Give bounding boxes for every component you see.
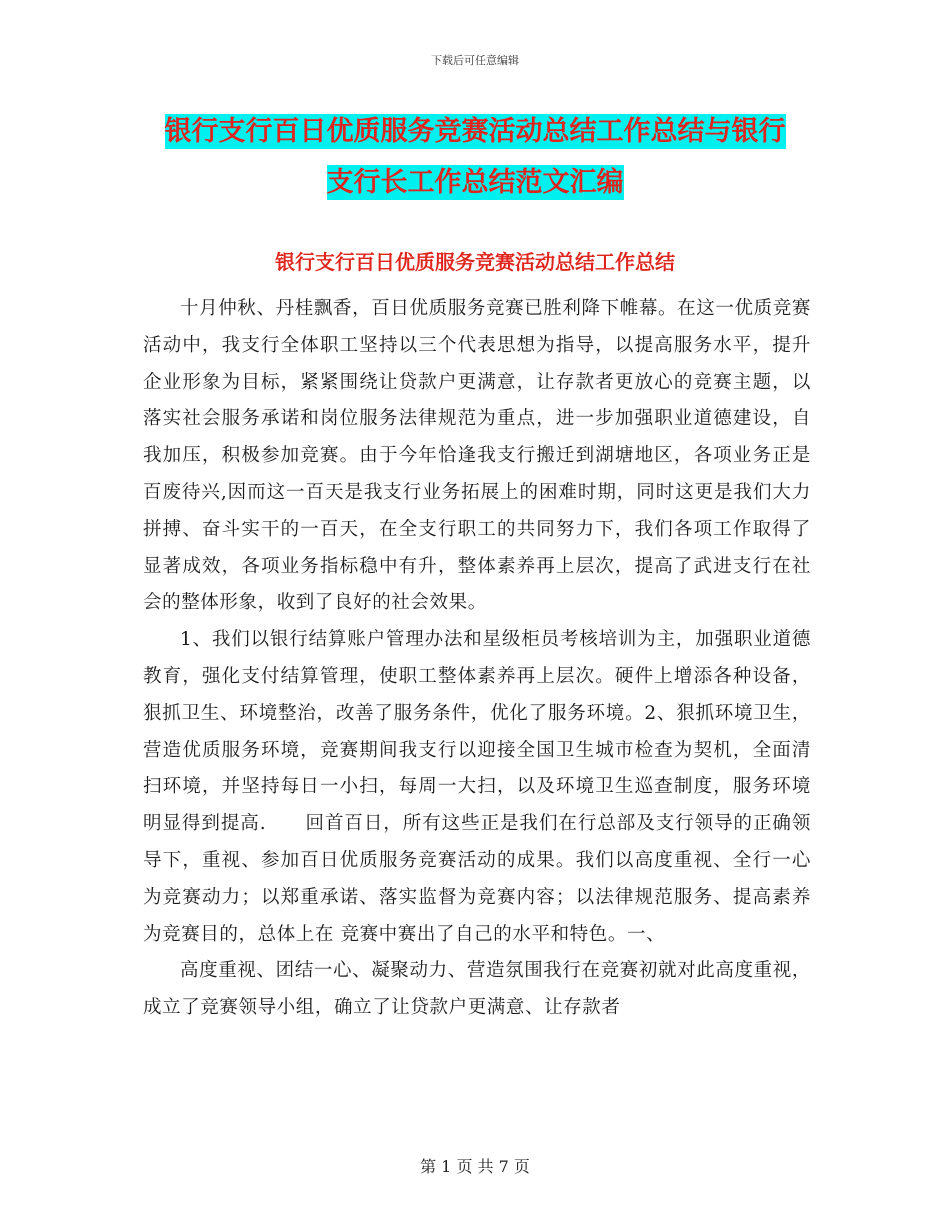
- page-header-note: 下载后可任意编辑: [431, 54, 519, 67]
- paragraph-2: 1、我们以银行结算账户管理办法和星级柜员考核培训为主，加强职业道德教育，强化支付结算管理，使职工整体素养再上层次。硬件上增添各种设备，狠抓卫生、环境整治，改善了服务条件，优化了服务环境。2、狠抓环境卫生，营造优质服务环境，竞赛期间我支行以迎接全国卫生城市检查为契机，全面清扫环境，并坚持每日一小扫，每周一大扫，以及环境卫生巡查制度，服务环境明显得到提高. 回首百日，所有这些正是我们在行总部及支行领导的正确领导下，重视、参加百日优质服务竞赛活动的成果。我们以高度重视、全行一心为竞赛动力；以郑重承诺、落实监督为竞赛内容；以法律规范服务、提高素养为竞赛目的，总体上在 竞赛中赛出了自己的水平和特色。一、: [143, 629, 811, 945]
- paragraph-1: 十月仲秋、丹桂飘香，百日优质服务竞赛已胜利降下帷幕。在这一优质竞赛活动中，我支行全体职工坚持以三个代表思想为指导，以提高服务水平，提升企业形象为目标，紧紧围绕让贷款户更满意，让存款者更放心的竞赛主题，以落实社会服务承诺和岗位服务法律规范为重点，进一步加强职业道德建设，自我加压，积极参加竞赛。由于今年恰逢我支行搬迁到湖塘地区，各项业务正是百废待兴,因而这一百天是我支行业务拓展上的困难时期，同时这更是我们大力拼搏、奋斗实干的一百天，在全支行职工的共同努力下，我们各项工作取得了显著成效，各项业务指标稳中有升，整体素养再上层次，提高了武进支行在社会的整体形象，收到了良好的社会效果。: [143, 298, 811, 614]
- section-title: 银行支行百日优质服务竞赛活动总结工作总结: [275, 250, 675, 274]
- page-number-footer: 第 1 页 共 7 页: [420, 1157, 530, 1176]
- document-title-line-2: 支行长工作总结范文汇编: [326, 167, 624, 198]
- document-title-line-1: 银行支行百日优质服务竞赛活动总结工作总结与银行: [164, 116, 786, 147]
- document-body: [143, 291, 811, 1027]
- paragraph-3: 高度重视、团结一心、凝聚动力、营造氛围我行在竞赛初就对此高度重视，成立了竞赛领导小组，确立了让贷款户更满意、让存款者: [143, 960, 811, 1019]
- document-title: [0, 106, 950, 208]
